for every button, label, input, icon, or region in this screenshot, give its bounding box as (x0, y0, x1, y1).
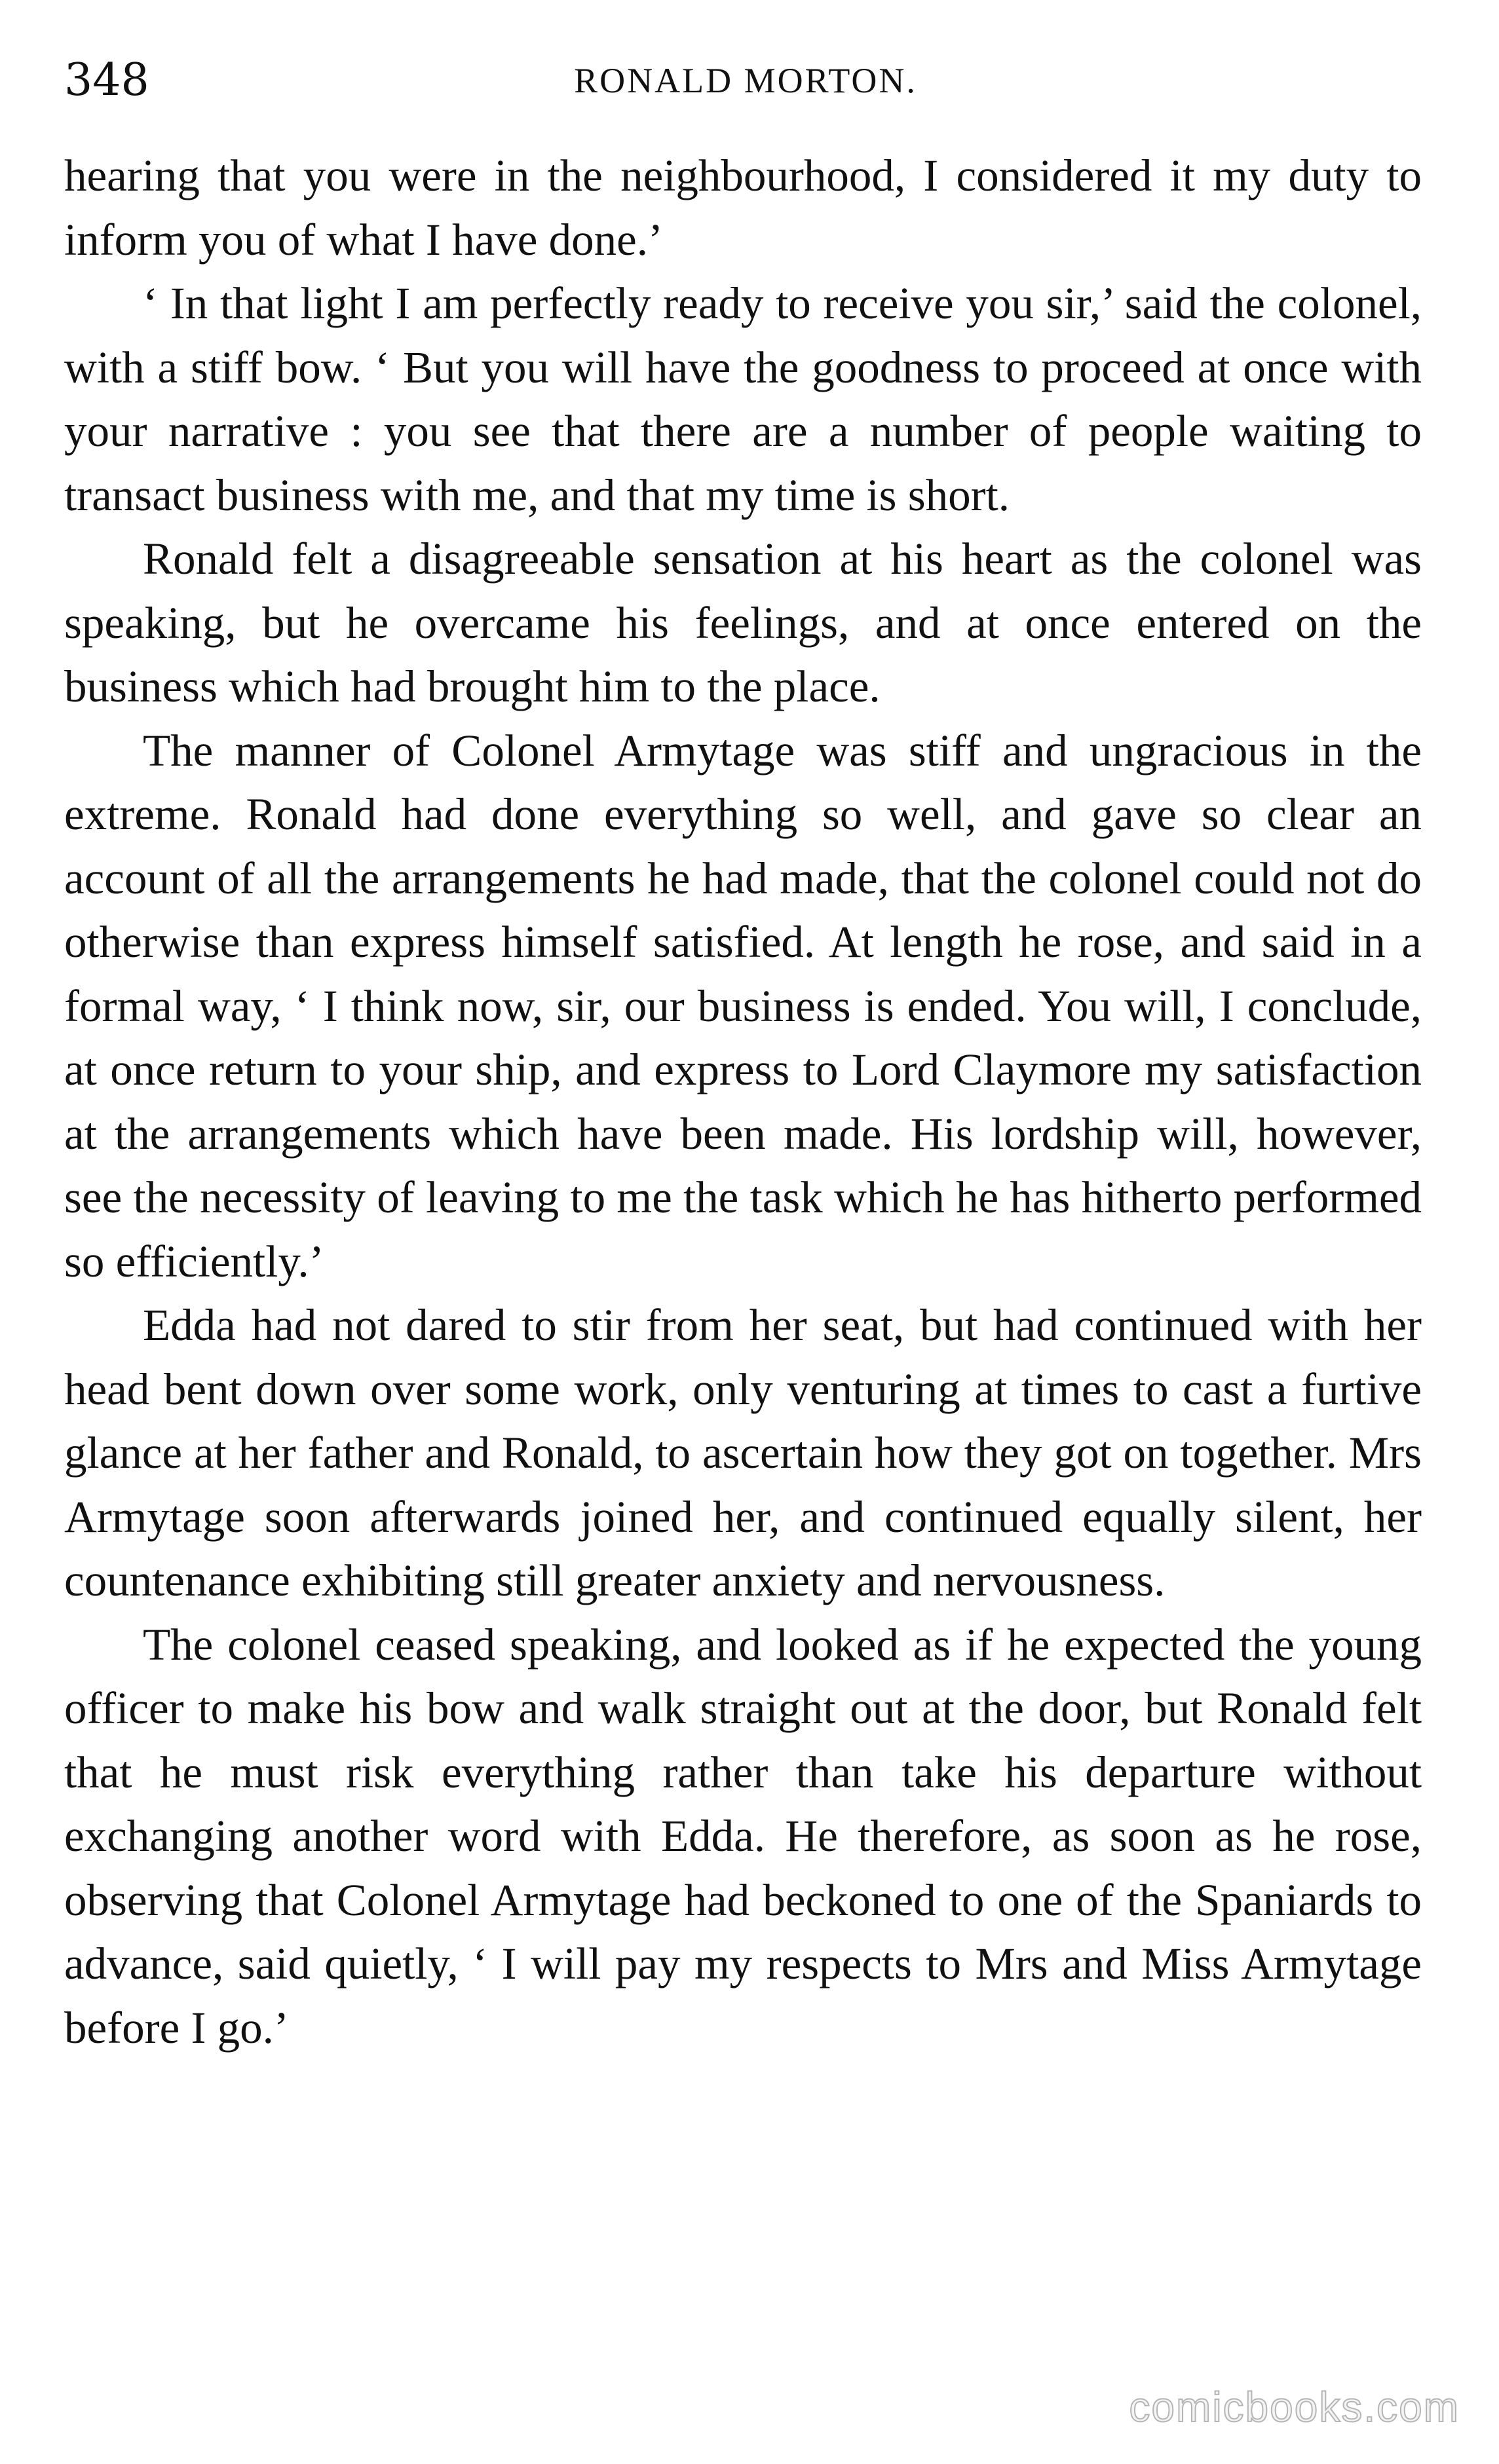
paragraph: The colonel ceased speaking, and looked as if he expected the young officer to make his bow and walk straight out at the door, but Ronald felt that he must risk everything rather than take his departure without exchanging another word with Edda. He therefore, as soon as he rose, observing that Colonel Armytage had beckoned to one of the Spaniards to advance, said quietly, ‘ I will pay my respects to Mrs and Miss Armytage before I go.’ (64, 1619, 1422, 2053)
paragraph: Edda had not dared to stir from her seat, but had continued with her head bent down over some work, only venturing at times to cast a furtive glance at her father and Ronald, to ascertain how they got on together. Mrs Armytage soon afterwards joined her, and continued equally silent, her countenance exhibiting still greater anxiety and nervousness. (64, 1300, 1422, 1605)
watermark: comicbooks.com (1129, 2383, 1460, 2431)
paragraph: The manner of Colonel Armytage was stiff and ungracious in the extreme. Ronald had done everything so well, and gave so clear an account of all the arrangements he had made, that the colonel could not do otherwise than express himself satisfied. At length he rose, and said in a formal way, ‘ I think now, sir, our business is ended. You will, I conclude, at once return to your ship, and express to Lord Claymore my satisfaction at the arrangements which have been made. His lordship will, however, see the necessity of leaving to me the task which he has hitherto performed so efficiently.’ (64, 725, 1422, 1286)
page-number: 348 (64, 54, 149, 106)
paragraph: Ronald felt a disagreeable sensation at his heart as the colonel was speaking, but he overcame his feelings, and at once entered on the business which had brought him to the place. (64, 534, 1422, 711)
body-text (64, 144, 1422, 2060)
page-header (64, 45, 1427, 117)
paragraph: ‘ In that light I am perfectly ready to receive you sir,’ said the colonel, with a stiff bow. ‘ But you will have the goodness to proceed at once with your narrative : you see that there are a number of people waiting to transact business with me, and that my time is short. (64, 278, 1422, 520)
running-title: RONALD MORTON. (574, 61, 917, 100)
paragraph: hearing that you were in the neighbourhood, I considered it my duty to inform you of what I have done.’ (64, 151, 1422, 265)
